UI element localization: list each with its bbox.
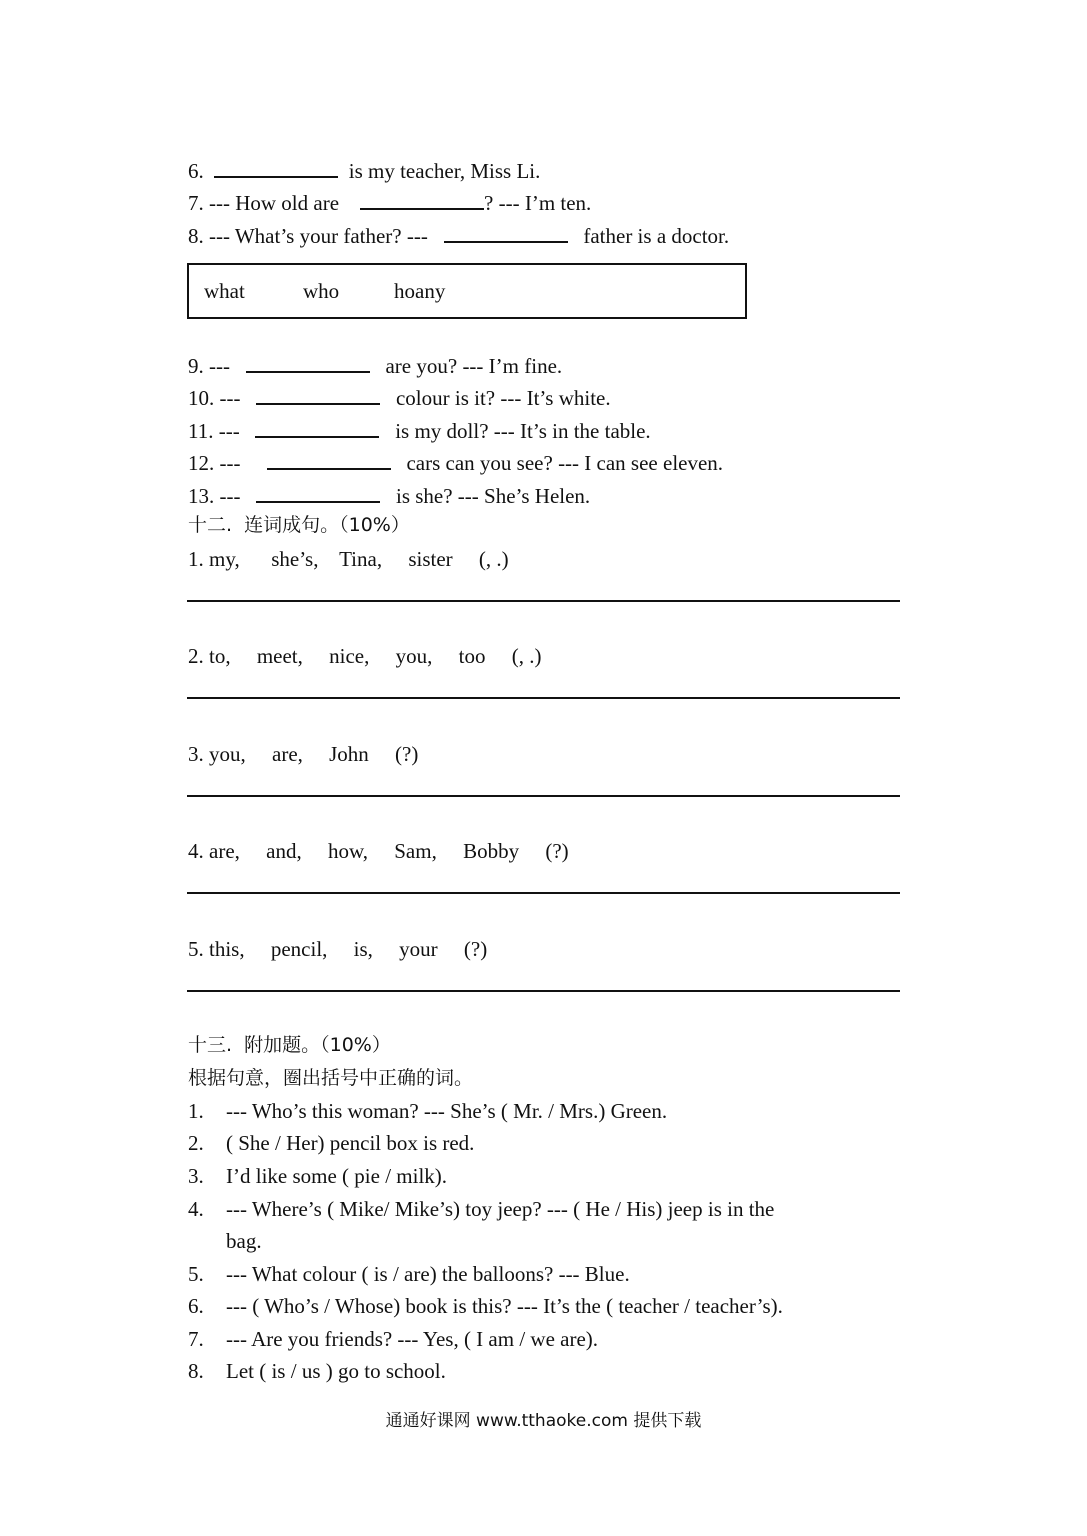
answer-blank[interactable] — [214, 156, 338, 178]
choice-item-1: 1. --- Who’s this woman? --- She’s ( Mr. / Mrs.) Green. — [188, 1099, 668, 1123]
reorder-item-4: 4. are, and, how, Sam, Bobby (?) — [188, 839, 569, 863]
answer-blank[interactable] — [256, 481, 380, 503]
answer-line[interactable] — [187, 990, 900, 992]
answer-blank[interactable] — [267, 448, 391, 470]
answer-line[interactable] — [187, 795, 900, 797]
word-bank-item: hoany — [394, 279, 446, 303]
word-bank-item: who — [303, 279, 340, 303]
choice-item-3: 3. I’d like some ( pie / milk). — [188, 1164, 448, 1188]
page-footer: 通通好课网 www.tthaoke.com 提供下载 — [385, 1411, 702, 1431]
answer-line[interactable] — [187, 697, 900, 699]
answer-blank[interactable] — [360, 188, 484, 210]
section-13-instruction: 根据句意，圈出括号中正确的词。 — [188, 1067, 474, 1089]
blank-item-6: 6. is my teacher, Miss Li. — [188, 156, 540, 184]
answer-line[interactable] — [187, 600, 900, 602]
blank-item-13: 13. --- is she? --- She’s Helen. — [188, 481, 590, 509]
choice-item-2: 2. ( She / Her) pencil box is red. — [188, 1131, 475, 1155]
word-bank-box — [187, 263, 747, 319]
blank-item-11: 11. --- is my doll? --- It’s in the table. — [188, 416, 651, 444]
word-bank-item: what — [204, 279, 245, 303]
answer-blank[interactable] — [256, 383, 380, 405]
blank-item-8: 8. --- What’s your father? --- father is a doctor. — [188, 221, 729, 249]
blank-item-12: 12. --- cars can you see? --- I can see eleven. — [188, 448, 723, 476]
choice-item-5: 5. --- What colour ( is / are) the balloons? --- Blue. — [188, 1262, 630, 1286]
choice-item-4-continued: bag. — [226, 1229, 262, 1253]
blank-item-10: 10. --- colour is it? --- It’s white. — [188, 383, 611, 411]
answer-blank[interactable] — [246, 351, 370, 373]
reorder-item-1: 1. my, she’s, Tina, sister (, .) — [188, 547, 509, 571]
choice-item-4: 4. --- Where’s ( Mike/ Mike’s) toy jeep? --- ( He / His) jeep is in the — [188, 1197, 775, 1221]
section-12-heading: 十二. 连词成句。（10%） — [188, 514, 410, 536]
choice-item-7: 7. --- Are you friends? --- Yes, ( I am / we are). — [188, 1327, 599, 1351]
answer-line[interactable] — [187, 892, 900, 894]
reorder-item-2: 2. to, meet, nice, you, too (, .) — [188, 644, 542, 668]
reorder-item-3: 3. you, are, John (?) — [188, 742, 419, 766]
choice-item-6: 6. --- ( Who’s / Whose) book is this? --- It’s the ( teacher / teacher’s). — [188, 1294, 783, 1318]
answer-blank[interactable] — [444, 221, 568, 243]
blank-item-9: 9. --- are you? --- I’m fine. — [188, 351, 562, 379]
blank-item-7: 7. --- How old are ? --- I’m ten. — [188, 188, 591, 216]
reorder-item-5: 5. this, pencil, is, your (?) — [188, 937, 488, 961]
answer-blank[interactable] — [255, 416, 379, 438]
section-13-heading: 十三. 附加题。（10%） — [188, 1034, 391, 1056]
choice-item-8: 8. Let ( is / us ) go to school. — [188, 1359, 446, 1383]
